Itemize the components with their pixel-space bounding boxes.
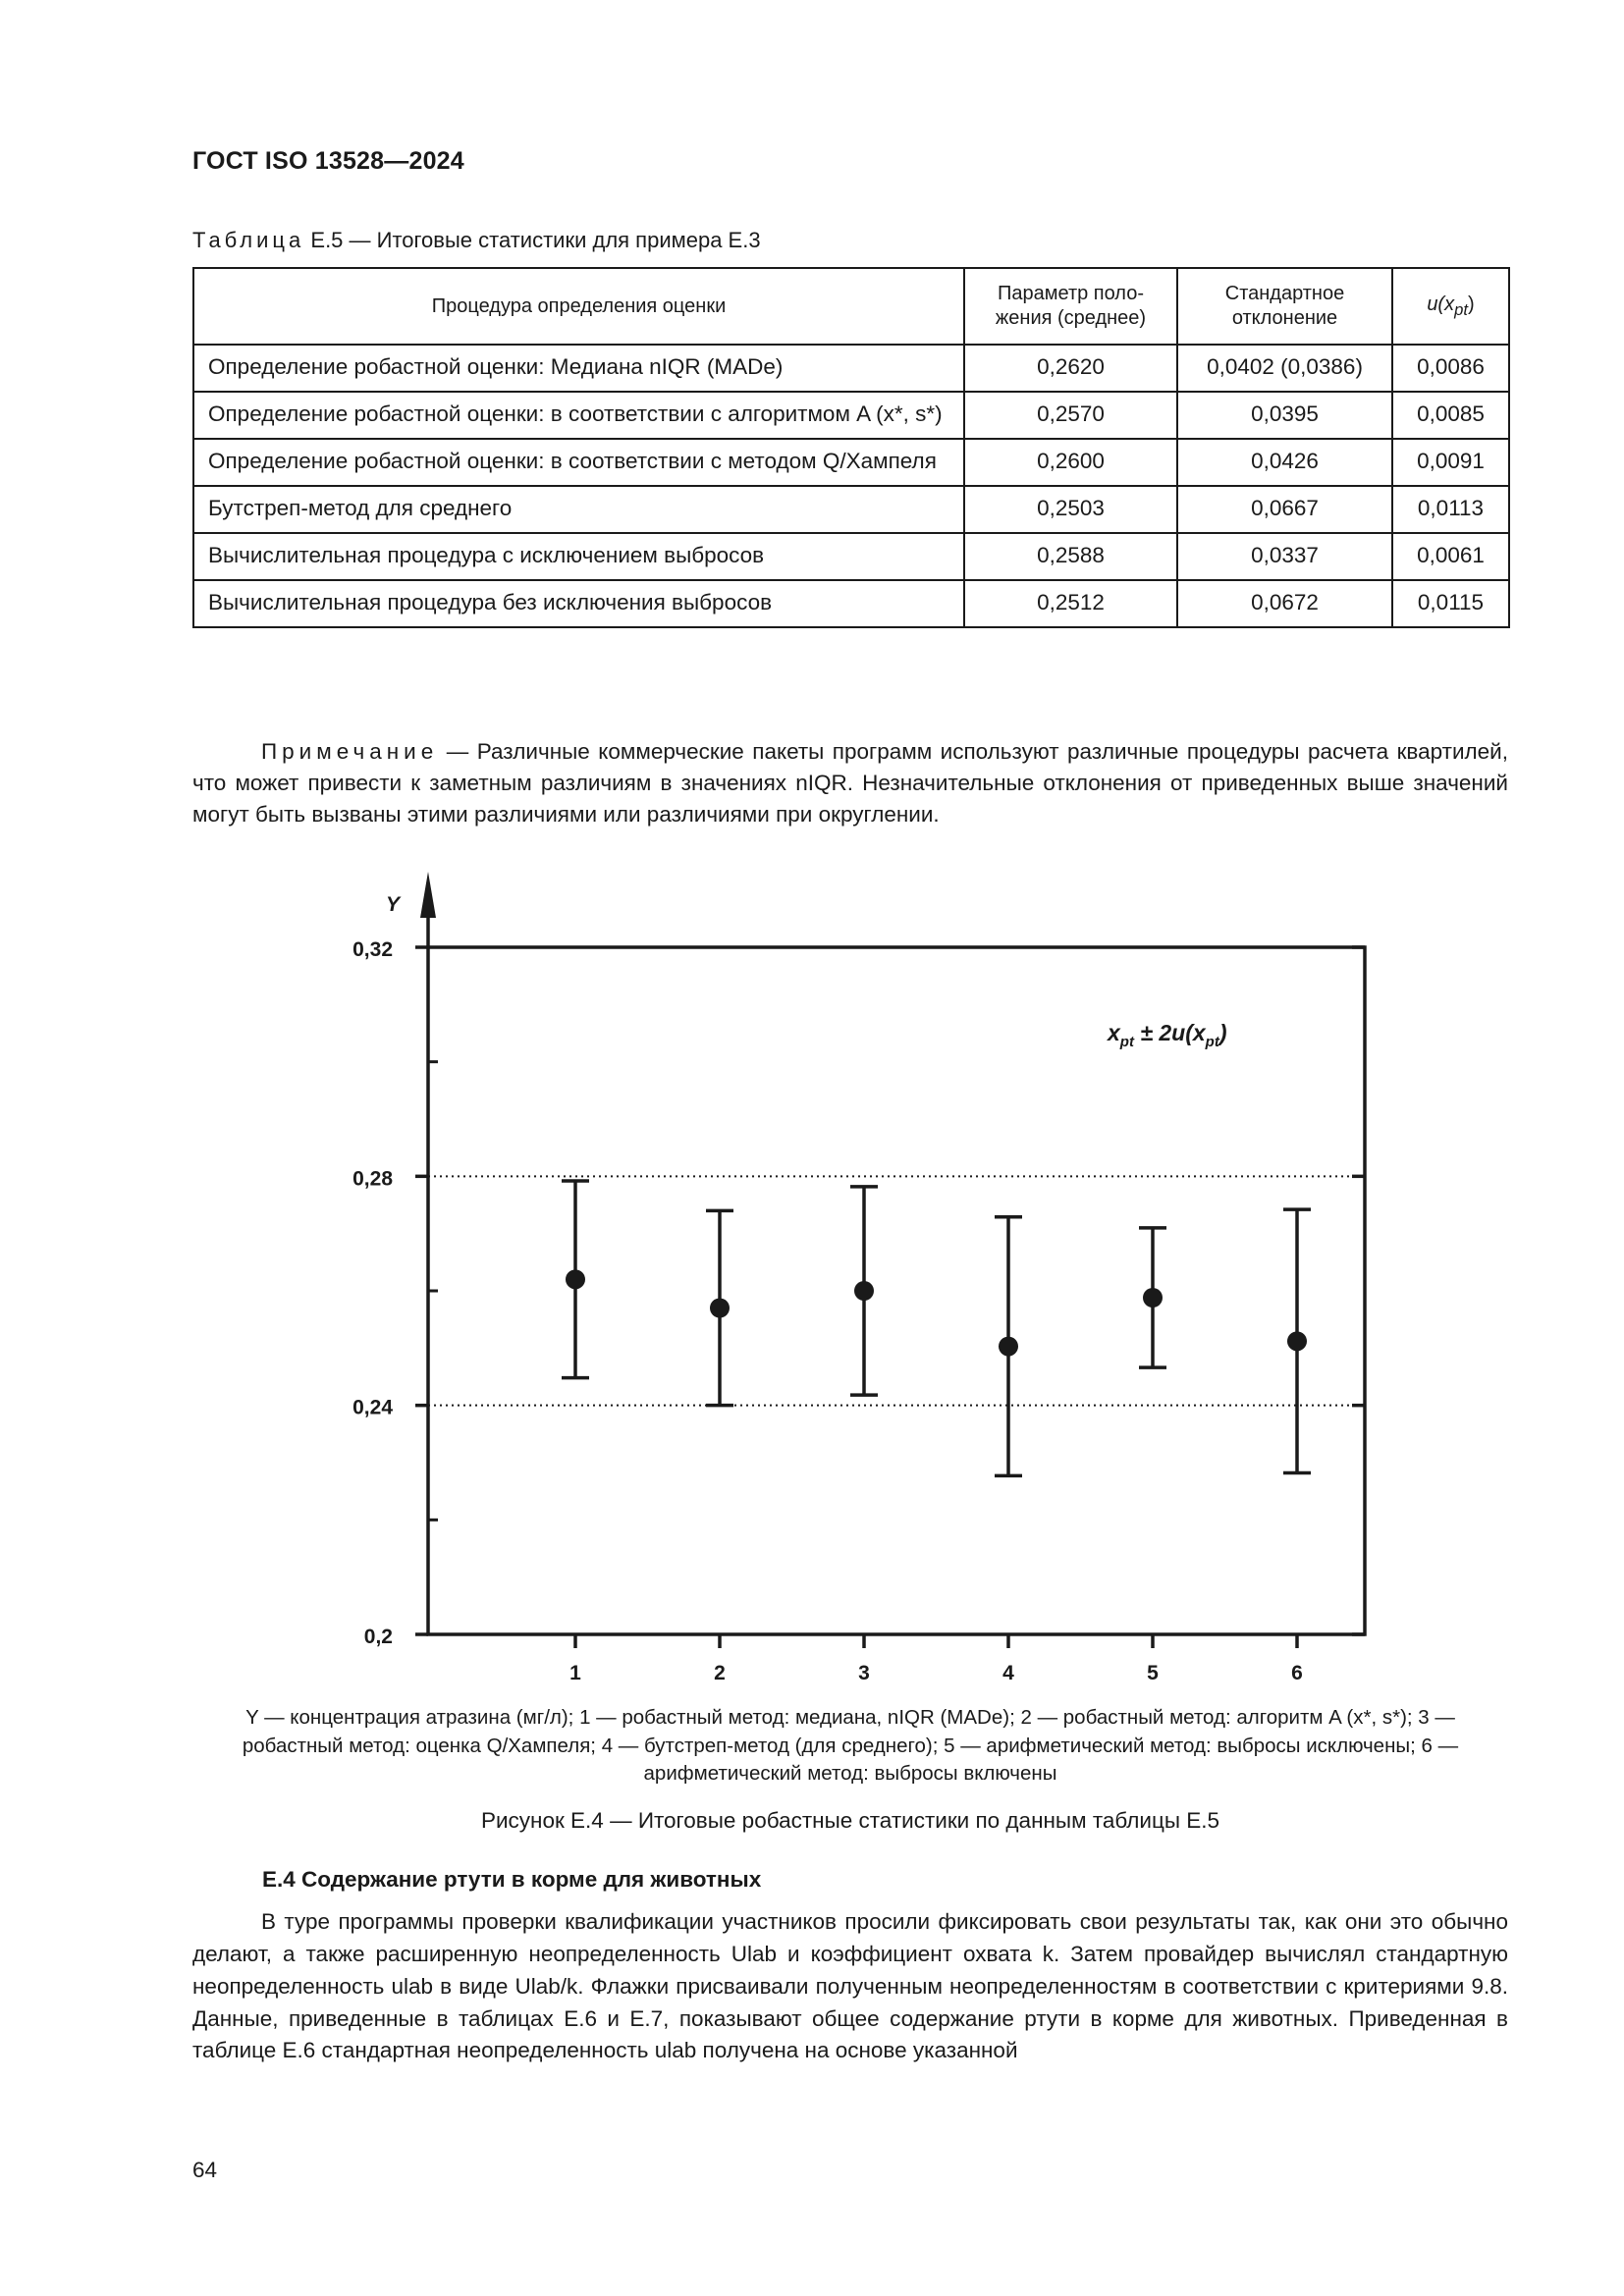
cell-uncertainty: 0,0091 bbox=[1392, 439, 1509, 486]
header-procedure: Процедура определения оценки bbox=[193, 268, 964, 345]
cell-uncertainty: 0,0085 bbox=[1392, 392, 1509, 439]
y-tick-label: 0,28 bbox=[352, 1167, 393, 1191]
x-tick-label: 5 bbox=[1147, 1662, 1159, 1684]
data-point bbox=[1287, 1331, 1307, 1351]
cell-uncertainty: 0,0086 bbox=[1392, 345, 1509, 392]
x-tick-label: 1 bbox=[569, 1662, 581, 1684]
cell-uncertainty: 0,0061 bbox=[1392, 533, 1509, 580]
cell-sd: 0,0395 bbox=[1177, 392, 1392, 439]
cell-procedure: Определение робастной оценки: Медиана nIQR (MADe) bbox=[193, 345, 964, 392]
x-tick-label: 2 bbox=[714, 1662, 726, 1684]
header-u-sub: pt bbox=[1454, 299, 1469, 319]
y-tick-label: 0,2 bbox=[363, 1626, 393, 1648]
section-heading: Е.4 Содержание ртути в корме для животных bbox=[262, 1867, 762, 1892]
y-tick-label: 0,32 bbox=[352, 938, 393, 961]
cell-location: 0,2512 bbox=[964, 580, 1177, 627]
x-tick-label: 4 bbox=[1002, 1662, 1014, 1684]
section-paragraph: В туре программы проверки квалификации участников просили фиксировать свои результаты так, как они это обычно делают, а также расширенную неопределенность Ulab и коэффициент охвата k. Затем провайдер вычислял стандартную неопределенность ulab в виде Ulab/k. Флажки присваивали полученным неопределенностям в соответствии с критериями 9.8. Данные, приведенные в таблицах Е.6 и Е.7, показывают общее содержание ртути в корме для животных. Приведенная в таблице Е.6 стандартная неопределенность ulab получена на основе указанной bbox=[192, 1909, 1508, 2063]
chart-annotation: $x_{pt} \pm 2u(x_{pt})$ bbox=[1108, 1020, 1227, 1050]
cell-uncertainty: 0,0113 bbox=[1392, 486, 1509, 533]
cell-location: 0,2600 bbox=[964, 439, 1177, 486]
data-point bbox=[854, 1281, 874, 1301]
y-axis-arrow bbox=[420, 872, 436, 918]
figure-legend: Y — концентрация атразина (мг/л); 1 — робастный метод: медиана, nIQR (MADe); 2 — робастный метод: алгоритм A (x*, s*); 3 — робастный метод: оценка Q/Хампеля; 4 — бутстреп-метод (для среднего); 5 — арифметический метод: выбросы исключены; 6 — арифметический метод: выбросы включены bbox=[242, 1706, 1459, 1786]
header-location: Параметр поло-жения (среднее) bbox=[964, 268, 1177, 345]
x-tick-label: 3 bbox=[858, 1662, 870, 1684]
cell-sd: 0,0337 bbox=[1177, 533, 1392, 580]
cell-location: 0,2503 bbox=[964, 486, 1177, 533]
header-sd: Стандартное отклонение bbox=[1177, 268, 1392, 345]
x-tick-label: 6 bbox=[1291, 1662, 1303, 1684]
cell-sd: 0,0667 bbox=[1177, 486, 1392, 533]
plot-frame bbox=[428, 947, 1365, 1634]
chart-layer bbox=[352, 872, 1365, 1684]
note-label: Примечание bbox=[261, 739, 439, 764]
cell-sd: 0,0402 (0,0386) bbox=[1177, 345, 1392, 392]
cell-procedure: Вычислительная процедура без исключения выбросов bbox=[193, 580, 964, 627]
page-number: 64 bbox=[192, 2158, 218, 2182]
note-text: — Различные коммерческие пакеты программ используют различные процедуры расчета квартилей, что может привести к заметным различиям в значениях nIQR. Незначительные отклонения от приведенных выше значений могут быть вызваны этими различиями или различиями при округлении. bbox=[192, 739, 1508, 827]
table-caption-word: Таблица bbox=[192, 228, 305, 252]
header-u-main: u(x bbox=[1427, 293, 1455, 315]
cell-location: 0,2620 bbox=[964, 345, 1177, 392]
y-axis-label: Y bbox=[385, 893, 401, 916]
data-point bbox=[566, 1269, 585, 1289]
cell-procedure: Бутстреп-метод для среднего bbox=[193, 486, 964, 533]
cell-procedure: Определение робастной оценки: в соответствии с алгоритмом A (x*, s*) bbox=[193, 392, 964, 439]
data-point bbox=[710, 1299, 730, 1318]
cell-sd: 0,0672 bbox=[1177, 580, 1392, 627]
document-header: ГОСТ ISO 13528—2024 bbox=[192, 147, 464, 175]
figure-title: Рисунок Е.4 — Итоговые робастные статистики по данным таблицы Е.5 bbox=[480, 1808, 1220, 1833]
header-u-close: ) bbox=[1468, 293, 1475, 315]
cell-uncertainty: 0,0115 bbox=[1392, 580, 1509, 627]
cell-procedure: Вычислительная процедура с исключением выбросов bbox=[193, 533, 964, 580]
table-caption-text: Е.5 — Итоговые статистики для примера Е.3 bbox=[310, 228, 761, 252]
cell-procedure: Определение робастной оценки: в соответствии с методом Q/Хампеля bbox=[193, 439, 964, 486]
cell-location: 0,2570 bbox=[964, 392, 1177, 439]
cell-location: 0,2588 bbox=[964, 533, 1177, 580]
cell-sd: 0,0426 bbox=[1177, 439, 1392, 486]
y-tick-label: 0,24 bbox=[352, 1396, 393, 1419]
data-point bbox=[999, 1337, 1018, 1357]
data-point bbox=[1143, 1288, 1163, 1308]
